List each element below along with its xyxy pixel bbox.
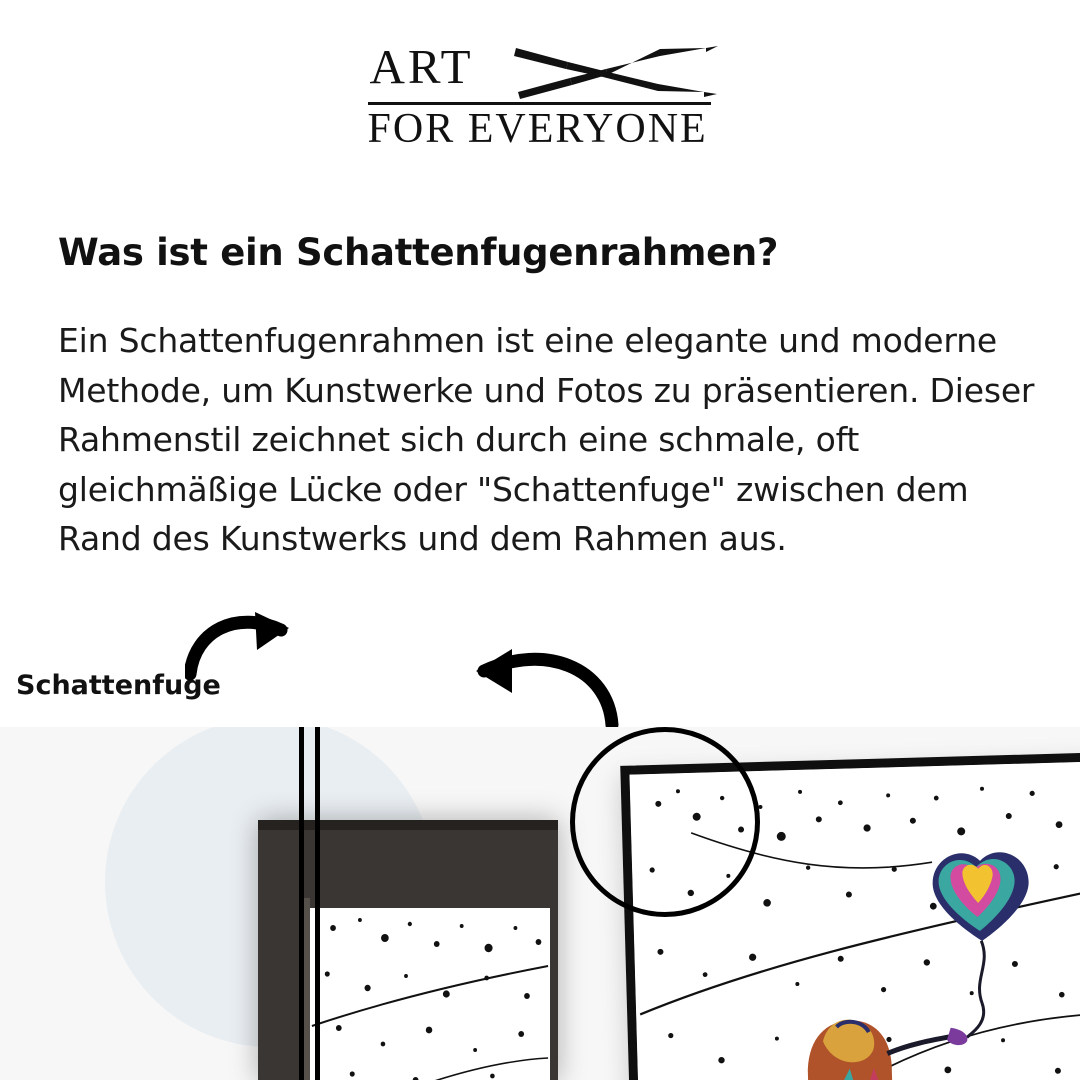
brand-logo-line1: ART (369, 39, 474, 94)
curved-arrow-down-right-icon (185, 608, 315, 698)
logo-divider (368, 102, 711, 105)
body-paragraph: Ein Schattenfugenrahmen ist eine elegante und moderne Methode, um Kunstwerke und Fotos zu präsentieren. Dieser Rahmenstil zeichnet sich durch eine schmale, oft gleichmäßige Lücke oder "Schattenfuge" zwischen dem Rand des Kunstwerks und dem Rahmen aus. (58, 321, 1035, 558)
paint-brushes-icon (508, 38, 718, 104)
brand-logo-line2: FOR EVERYONE (367, 106, 708, 152)
shadow-gap-label: Schattenfuge (16, 670, 221, 701)
circle-highlight-icon (570, 727, 760, 917)
frame-canvas (310, 908, 550, 1080)
product-photo (0, 727, 1080, 1080)
page-title: Was ist ein Schattenfugenrahmen? (58, 230, 779, 274)
curved-arrow-down-left-icon (440, 645, 620, 740)
shadow-gap-marker-right (315, 727, 320, 1080)
brand-logo (0, 40, 1080, 155)
splatter-artwork-left (310, 908, 550, 1080)
shadow-gap-marker-left (299, 727, 304, 1080)
